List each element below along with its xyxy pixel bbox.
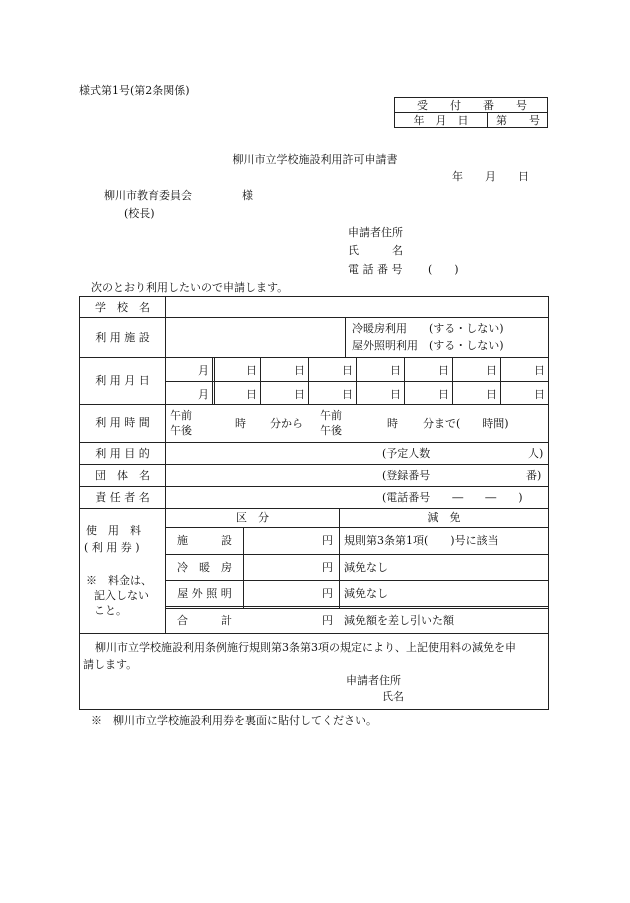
applicant-address-label: 申請者住所 (348, 226, 403, 239)
reduction-statement-cont: 請します。 (83, 658, 138, 671)
heating-option: 冷暖房利用 (する・しない) (352, 322, 504, 335)
lighting-option: 屋外照明利用 (する・しない) (352, 339, 504, 352)
addressee-name: 柳川市教育委員会 (104, 189, 192, 202)
fee-item-total: 合 計 (177, 614, 232, 627)
date-day-1-7: 日 (534, 364, 545, 377)
date-day-2-3: 日 (342, 388, 353, 401)
purpose-headcount-end: 人) (528, 447, 544, 460)
date-day-2-2: 日 (294, 388, 305, 401)
receipt-date: 年 月 日 (413, 114, 469, 127)
addressee-principal: (校長) (124, 207, 155, 220)
bottom-applicant-address: 申請者住所 (346, 674, 401, 687)
footer-note: ※ 柳川市立学校施設利用券を裏面に貼付してください。 (91, 714, 377, 727)
responsible-phone: (電話番号 ― ― ) (382, 491, 523, 504)
fee-col-reduction: 減 免 (427, 511, 461, 524)
date-day-2-5: 日 (438, 388, 449, 401)
time-label: 利 用 時 間 (95, 416, 150, 429)
date-day-1-4: 日 (390, 364, 401, 377)
date-day-2-7: 日 (534, 388, 545, 401)
date-line: 年 月 日 (452, 170, 529, 183)
fee-col-category: 区 分 (236, 511, 269, 524)
fee-note-1: ※ 料金は、 (86, 574, 152, 587)
dates-label: 利 用 月 日 (95, 374, 150, 387)
fee-yen-facility: 円 (322, 534, 333, 547)
time-min-from: 分から (270, 417, 303, 430)
date-day-1-3: 日 (342, 364, 353, 377)
application-table (79, 296, 549, 710)
fee-item-facility: 施 設 (177, 534, 232, 547)
document-title: 柳川市立学校施設利用許可申請書 (232, 153, 398, 166)
fee-reduction-heating: 減免なし (344, 561, 388, 574)
time-am-2: 午前 (320, 409, 342, 422)
date-month-1: 月 (198, 364, 209, 377)
reduction-statement: 柳川市立学校施設利用条例施行規則第3条第3項の規定により、上記使用料の減免を申 (95, 641, 516, 654)
responsible-label: 責 任 者 名 (95, 491, 150, 504)
fee-reduction-lighting: 減免なし (344, 587, 388, 600)
fee-note-3: こと。 (94, 604, 127, 617)
receipt-box (394, 97, 548, 128)
facility-label: 利 用 施 設 (95, 331, 150, 344)
date-day-1-6: 日 (486, 364, 497, 377)
fee-note-2: 記入しない (94, 589, 149, 602)
fee-label: 使 用 料 (86, 524, 141, 537)
date-day-1-2: 日 (294, 364, 305, 377)
school-name-label: 学 校 名 (95, 301, 150, 314)
fee-yen-heating: 円 (322, 561, 333, 574)
group-registration-end: 番) (526, 469, 542, 482)
fee-yen-lighting: 円 (322, 587, 333, 600)
fee-reduction-facility: 規則第3条第1項( )号に該当 (344, 534, 499, 547)
fee-item-heating: 冷 暖 房 (177, 561, 232, 574)
purpose-label: 利 用 目 的 (95, 447, 150, 460)
time-hour-2: 時 (387, 417, 398, 430)
applicant-name-label: 氏 名 (348, 244, 403, 257)
group-registration: (登録番号 (382, 469, 431, 482)
date-day-2-6: 日 (486, 388, 497, 401)
fee-label-ticket: ( 利 用 券 ) (84, 541, 140, 554)
date-day-1-1: 日 (246, 364, 257, 377)
group-label: 団 体 名 (95, 469, 150, 482)
intro-text: 次のとおり利用したいので申請します。 (91, 281, 289, 294)
fee-item-lighting: 屋 外 照 明 (177, 587, 232, 600)
addressee-honorific: 様 (242, 189, 253, 202)
receipt-number: 第 号 (496, 114, 540, 127)
applicant-phone-label: 電 話 番 号 (348, 263, 403, 276)
form-number: 様式第1号(第2条関係) (79, 84, 190, 97)
bottom-applicant-name: 氏名 (382, 690, 404, 703)
applicant-phone-paren: ( ) (428, 263, 459, 276)
time-pm-1: 午後 (170, 424, 192, 437)
date-month-2: 月 (198, 388, 209, 401)
fee-yen-total: 円 (322, 614, 333, 627)
date-day-2-4: 日 (390, 388, 401, 401)
date-day-2-1: 日 (246, 388, 257, 401)
time-pm-2: 午後 (320, 424, 342, 437)
receipt-header: 受 付 番 号 (417, 99, 527, 112)
time-hour-1: 時 (235, 417, 246, 430)
fee-reduction-total: 減免額を差し引いた額 (344, 614, 454, 627)
purpose-headcount: (予定人数 (382, 447, 431, 460)
date-day-1-5: 日 (438, 364, 449, 377)
time-am-1: 午前 (170, 409, 192, 422)
time-min-to: 分まで( 時間) (423, 417, 509, 430)
